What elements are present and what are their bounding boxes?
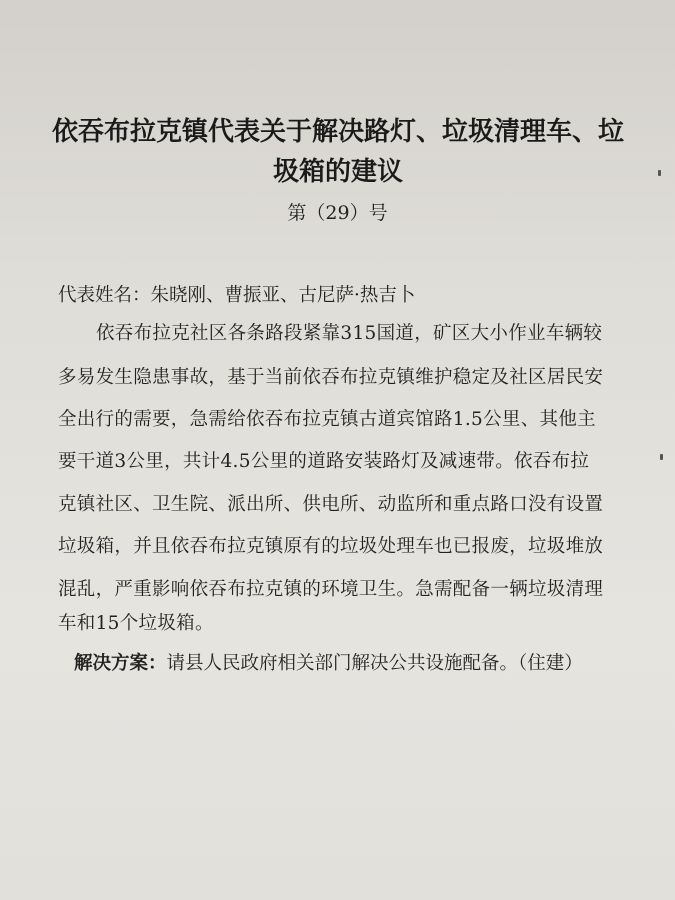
solution-label: 解决方案： xyxy=(74,653,167,674)
paper-mark xyxy=(660,454,663,460)
body-line: 全出行的需要，急需给依吞布拉克镇古道宾馆路1.5公里、其他主 xyxy=(58,409,596,430)
solution-line xyxy=(74,651,583,677)
body-line: 要干道3公里，共计4.5公里的道路安装路灯及减速带。依吞布拉 xyxy=(58,451,590,472)
body-line: 车和15个垃圾箱。 xyxy=(58,613,214,634)
document-title-line-1: 依吞布拉克镇代表关于解决路灯、垃圾清理车、垃 xyxy=(51,117,624,147)
body-line: 多易发生隐患事故，基于当前依吞布拉克镇维护稳定及社区居民安 xyxy=(58,367,604,388)
paper-mark xyxy=(658,170,661,176)
proposal-number: 第（29）号 xyxy=(287,202,388,224)
body-line: 依吞布拉克社区各条路段紧靠315国道，矿区大小作业车辆较 xyxy=(96,323,603,344)
body-line: 混乱，严重影响依吞布拉克镇的环境卫生。急需配备一辆垃圾清理 xyxy=(58,579,604,600)
document-title-line-2: 圾箱的建议 xyxy=(272,157,403,187)
body-line: 克镇社区、卫生院、派出所、供电所、动监所和重点路口没有设置 xyxy=(58,494,604,515)
body-line: 垃圾箱，并且依吞布拉克镇原有的垃圾处理车也已报废，垃圾堆放 xyxy=(58,536,604,557)
representatives-line: 代表姓名：朱晓刚、曹振亚、古尼萨·热吉卜 xyxy=(58,285,416,306)
solution-text: 请县人民政府相关部门解决公共设施配备。（住建） xyxy=(166,653,583,674)
